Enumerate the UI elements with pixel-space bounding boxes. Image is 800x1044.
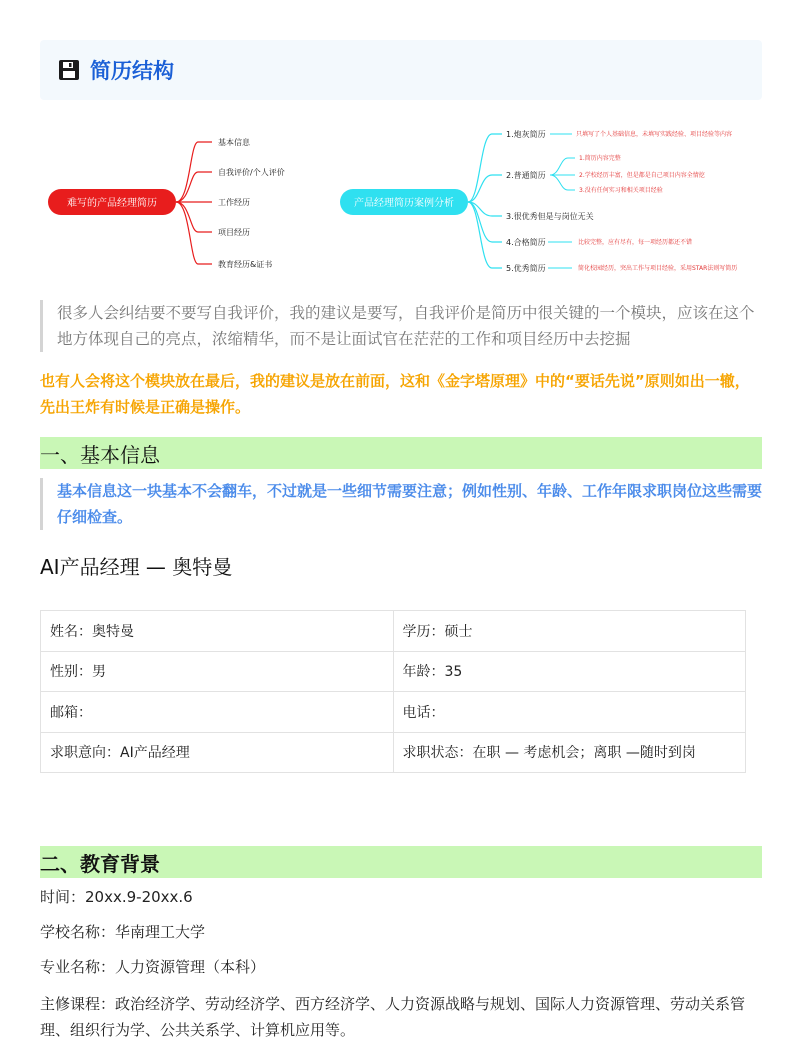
info-table <box>40 610 746 773</box>
education-major: 专业名称：人力资源管理（本科） <box>40 958 266 976</box>
mindmap-right-item: 2.普通简历 <box>506 171 546 180</box>
table-cell: 年龄：35 <box>393 651 746 692</box>
mindmap-desc: 比较完整，应有尽有，每一项经历都还不错 <box>578 239 693 246</box>
table-cell: 性别：男 <box>41 651 394 692</box>
quote-block: 很多人会纠结要不要写自我评价，我的建议是要写，自我评价是简历中很关键的一个模块，应该在这个地方体现自己的亮点，浓缩精华，而不是让面试官在茫茫的工作和项目经历中去挖掘 <box>40 300 764 352</box>
mindmap-left-item: 自我评价/个人评价 <box>218 168 285 177</box>
mindmap-left-item: 项目经历 <box>218 228 250 237</box>
mindmap-right-item: 1.炮灰简历 <box>506 130 546 139</box>
table-cell: 求职状态：在职 — 考虑机会；离职 —随时到岗 <box>393 732 746 773</box>
table-cell: 姓名：奥特曼 <box>41 611 394 652</box>
education-school: 学校名称：华南理工大学 <box>40 923 206 941</box>
mindmap-left-item: 教育经历&证书 <box>218 260 273 269</box>
mindmap-desc: 2.学校经历丰富，但是都是自己项目内容全情挖 <box>579 172 705 179</box>
mindmap-right-root-label: 产品经理简历案例分析 <box>354 198 454 209</box>
mindmap-desc: 简化校园经历，突出工作与项目经验，采用STAR法则写简历 <box>578 265 738 272</box>
table-cell: 电话： <box>393 692 746 733</box>
education-courses: 主修课程：政治经济学、劳动经济学、西方经济学、人力资源战略与规划、国际人力资源管理、劳动关系管理、组织行为学、公共关系学、计算机应用等。 <box>40 995 746 1039</box>
table-row <box>41 732 746 773</box>
table-cell: 邮箱： <box>41 692 394 733</box>
mindmap-desc: 只填写了个人基础信息，未填写实践经验、项目经验等内容 <box>576 131 733 138</box>
mindmap-right-item: 3.很优秀但是与岗位无关 <box>506 212 594 221</box>
save-icon <box>58 59 80 81</box>
mindmap-left-item: 工作经历 <box>218 198 250 207</box>
table-row <box>41 692 746 733</box>
mindmap <box>40 112 762 288</box>
emphasis-text: 也有人会将这个模块放在最后，我的建议是放在前面，这和《金字塔原理》中的“要话先说”原则如出一辙，先出王炸有时候是正确是操作。 <box>40 372 750 416</box>
mindmap-svg <box>40 112 762 288</box>
mindmap-desc: 1.简历内容完整 <box>579 155 621 162</box>
table-row <box>41 611 746 652</box>
profile-title: AI产品经理 — 奥特曼 <box>40 555 233 579</box>
section-heading-education: 二、教育背景 <box>40 846 762 878</box>
mindmap-right-item: 4.合格简历 <box>506 238 546 247</box>
mindmap-right-item: 5.优秀简历 <box>506 264 546 273</box>
section-heading-basic-info: 一、基本信息 <box>40 437 762 469</box>
mindmap-left-item: 基本信息 <box>218 138 250 147</box>
table-cell: 学历：硕士 <box>393 611 746 652</box>
page-title: 简历结构 <box>90 59 174 83</box>
basic-info-note: 基本信息这一块基本不会翻车，不过就是一些细节需要注意；例如性别、年龄、工作年限求职岗位这些需要仔细检查。 <box>40 478 764 530</box>
education-time: 时间：20xx.9-20xx.6 <box>40 888 193 906</box>
title-bar <box>40 40 762 100</box>
table-cell: 求职意向：AI产品经理 <box>41 732 394 773</box>
mindmap-desc: 3.没有任何实习和相关项目经验 <box>579 187 663 194</box>
mindmap-left-root-label: 难写的产品经理简历 <box>67 198 157 209</box>
education-block <box>40 886 764 1044</box>
table-row <box>41 651 746 692</box>
